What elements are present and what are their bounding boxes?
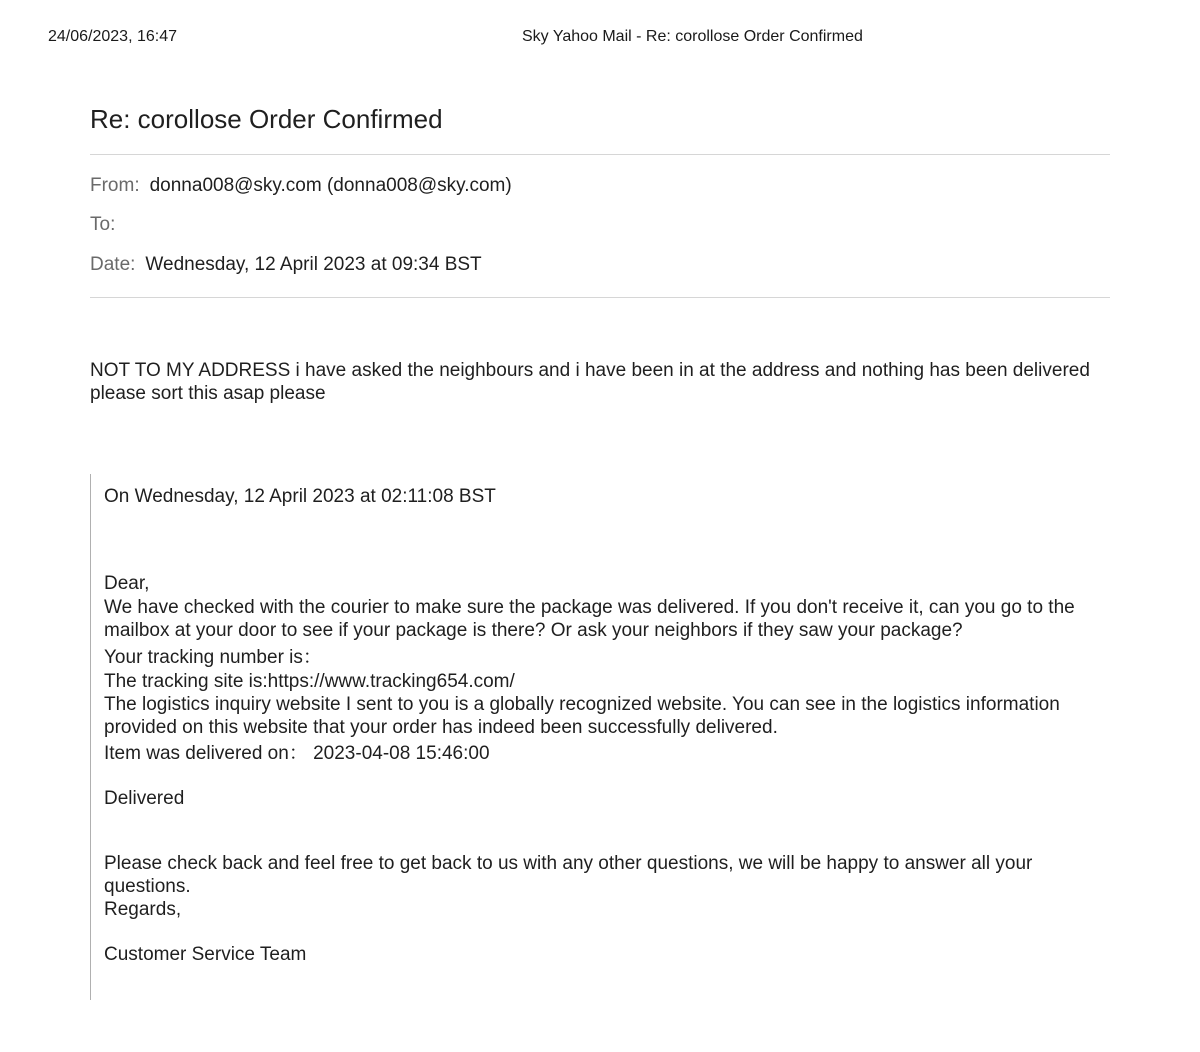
quoted-paragraph-checked: We have checked with the courier to make sure the package was delivered. If you don't receive it, can you go to the mailbox at your door to see if your package is there? Or ask your neighbors if they saw your package?	[104, 597, 1075, 641]
quoted-regards: Regards,	[104, 899, 182, 920]
to-label: To:	[90, 214, 116, 235]
date-row	[90, 254, 482, 276]
date-label: Date:	[90, 254, 136, 275]
email-subject: Re: corollose Order Confirmed	[90, 104, 443, 134]
print-datetime: 24/06/2023, 16:47	[48, 28, 178, 45]
quoted-delivered-on: Item was delivered on： 2023-04-08 15:46:00	[104, 743, 490, 764]
quoted-paragraph-please: Please check back and feel free to get back to us with any other questions, we will be happy to answer all your questions.	[104, 853, 1033, 897]
header-divider-bottom	[90, 297, 1110, 298]
print-window-title: Sky Yahoo Mail - Re: corollose Order Confirmed	[522, 28, 863, 45]
from-row	[90, 175, 512, 197]
quoted-greeting: Dear,	[104, 573, 150, 594]
from-label: From:	[90, 175, 140, 196]
to-row	[90, 214, 125, 236]
quoted-signature: Customer Service Team	[104, 944, 307, 965]
header-divider-top	[90, 154, 1110, 155]
quoted-delivered-status: Delivered	[104, 788, 185, 809]
from-value[interactable]: donna008@sky.com (donna008@sky.com)	[149, 175, 512, 196]
date-value: Wednesday, 12 April 2023 at 09:34 BST	[145, 254, 482, 275]
quoted-header: On Wednesday, 12 April 2023 at 02:11:08 BST	[104, 486, 496, 507]
quoted-tracking-number: Your tracking number is：	[104, 647, 322, 668]
quoted-tracking-site: The tracking site is:https://www.tracking654.com/	[104, 671, 515, 692]
quoted-paragraph-logistics: The logistics inquiry website I sent to you is a globally recognized website. You can see in the logistics information provided on this website that your order has indeed been successfully delivered.	[104, 694, 1060, 738]
quoted-message	[90, 474, 1101, 1000]
email-body: NOT TO MY ADDRESS i have asked the neighbours and i have been in at the address and nothing has been delivered please sort this asap please	[90, 360, 1090, 404]
